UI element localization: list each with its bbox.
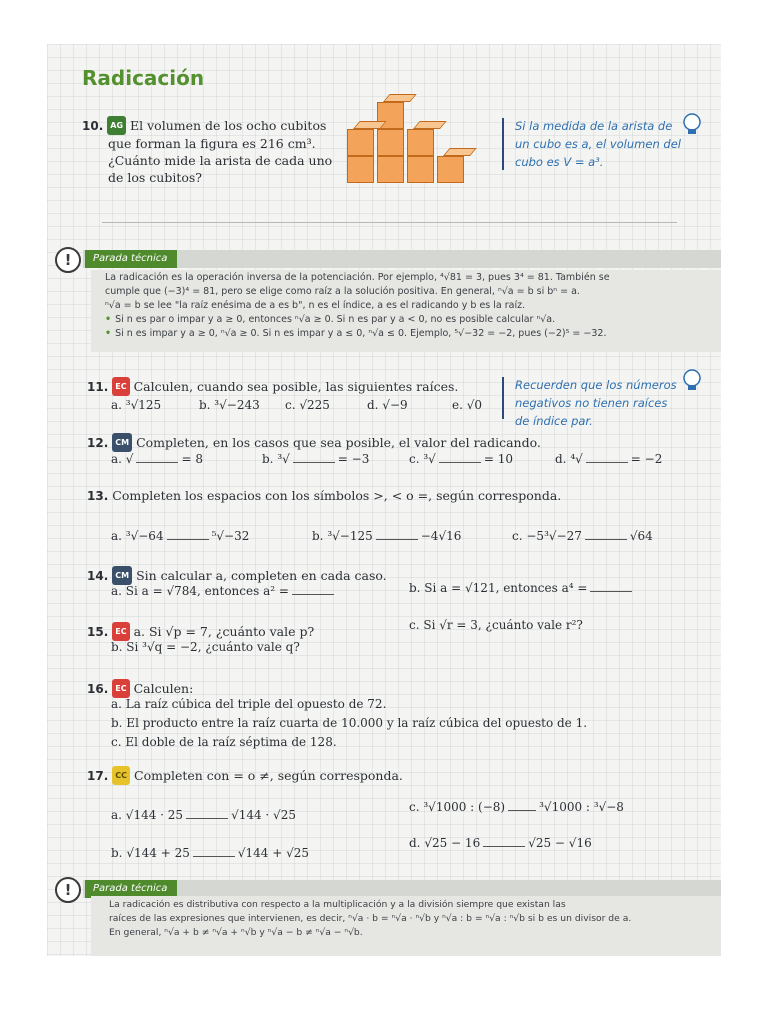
exercise-14-item-b: b. Si a = √121, entonces a⁴ = xyxy=(409,581,635,595)
exercise-number: 14. xyxy=(87,569,109,583)
hint-line: Recuerden que los números xyxy=(515,378,677,392)
exercise-11-item: e. √0 xyxy=(452,398,483,412)
parada-tecnica-tag: Parada técnica xyxy=(85,880,177,898)
exercise-10-line-3: ¿Cuánto mide la arista de cada uno xyxy=(108,153,333,168)
pt-line: cumple que (−3)⁴ = 81, pero se elige como raíz a la solución positiva. En general, ⁿ√a = b si bⁿ = a. xyxy=(105,286,580,297)
exercise-11-item: a. ³√125 xyxy=(111,398,162,412)
exercise-16-item: b. El producto entre la raíz cuarta de 10.000 y la raíz cúbica del opuesto de 1. xyxy=(111,716,588,730)
exercise-17-item-d: d. √25 − 16 √25 − √16 xyxy=(409,836,592,850)
exercise-13 xyxy=(87,487,561,505)
parada-tecnica-bar xyxy=(83,250,721,268)
exercise-14 xyxy=(87,566,387,585)
badge-ec: EC xyxy=(112,377,129,396)
exercise-13-item-c: c. −5³√−27 √64 xyxy=(512,529,653,543)
exercise-number: 11. xyxy=(87,380,109,394)
answer-blank[interactable] xyxy=(293,452,335,463)
exercise-10-line-2: que forman la figura es 216 cm³. xyxy=(108,136,316,151)
exercise-15-item-b: b. Si ³√q = −2, ¿cuánto vale q? xyxy=(111,640,300,654)
lightbulb-icon xyxy=(681,112,703,136)
hint-line: un cubo es a, el volumen del xyxy=(515,137,681,151)
hint-line: Si la medida de la arista de xyxy=(515,119,673,133)
badge-ag: AG xyxy=(107,116,126,135)
pt-line: En general, ⁿ√a + b ≠ ⁿ√a + ⁿ√b y ⁿ√a − b ≠ ⁿ√a − ⁿ√b. xyxy=(109,927,363,938)
exercise-15-item-c: c. Si √r = 3, ¿cuánto vale r²? xyxy=(409,618,583,632)
divider xyxy=(102,222,677,223)
badge-cc: CC xyxy=(112,766,130,785)
hint-line: de índice par. xyxy=(515,414,593,428)
pt-bullet: • Si n es impar y a ≥ 0, ⁿ√a ≥ 0. Si n es impar y a ≤ 0, ⁿ√a ≤ 0. Ejemplo, ⁵√−32 = −2, pues (−2)⁵ = −32. xyxy=(105,328,607,339)
pt-line: raíces de las expresiones que intervienen, es decir, ⁿ√a · b = ⁿ√a · ⁿ√b y ⁿ√a : b = ⁿ√a : ⁿ√b si b es un divisor de a. xyxy=(109,913,632,924)
exercise-15 xyxy=(87,622,314,641)
answer-blank[interactable] xyxy=(508,800,536,811)
exercise-17-item-b: b. √144 + 25 √144 + √25 xyxy=(111,846,309,860)
exercise-15-item-a: a. Si √p = 7, ¿cuánto vale p? xyxy=(133,624,315,639)
answer-blank[interactable] xyxy=(586,452,628,463)
exercise-number: 16. xyxy=(87,682,109,696)
parada-tecnica-text xyxy=(105,271,705,341)
hint-note-1 xyxy=(515,117,681,171)
answer-blank[interactable] xyxy=(439,452,481,463)
exclamation-icon: ! xyxy=(55,247,81,273)
exclamation-icon: ! xyxy=(55,877,81,903)
pt-line: ⁿ√a = b se lee "la raíz enésima de a es b", n es el índice, a es el radicando y b es la raíz. xyxy=(105,300,526,311)
answer-blank[interactable] xyxy=(590,581,632,592)
page-title: Radicación xyxy=(82,66,205,90)
hint-divider xyxy=(502,118,504,170)
exercise-14-item-a: a. Si a = √784, entonces a² = xyxy=(111,584,337,598)
exercise-10 xyxy=(82,116,332,186)
exercise-10-line-4: de los cubitos? xyxy=(108,170,203,185)
hint-note-2 xyxy=(515,376,677,430)
exercise-12 xyxy=(87,433,541,452)
exercise-16-item: c. El doble de la raíz séptima de 128. xyxy=(111,735,337,749)
exercise-11-item: b. ³√−243 xyxy=(199,398,260,412)
lightbulb-icon xyxy=(681,368,703,392)
answer-blank[interactable] xyxy=(136,452,178,463)
pt-bullet: • Si n es par o impar y a ≥ 0, entonces ⁿ√a ≥ 0. Si n es par y a < 0, no es posible calcular ⁿ√a. xyxy=(105,314,556,325)
exercise-17 xyxy=(87,766,403,785)
exercise-16 xyxy=(87,679,193,698)
exercise-13-item-a: a. ³√−64 ⁵√−32 xyxy=(111,529,250,543)
exercise-11-item: d. √−9 xyxy=(367,398,408,412)
textbook-page xyxy=(47,44,721,956)
exercise-16-text: Calculen: xyxy=(133,681,194,696)
answer-blank[interactable] xyxy=(167,529,209,540)
hint-line: negativos no tienen raíces xyxy=(515,396,668,410)
cubes-figure xyxy=(347,94,487,194)
exercise-12-item-b: b. ³√ = −3 xyxy=(262,452,370,466)
exercise-11-text: Calculen, cuando sea posible, las siguientes raíces. xyxy=(133,379,459,394)
exercise-12-item-d: d. ⁴√ = −2 xyxy=(555,452,663,466)
exercise-17-text: Completen con = o ≠, según corresponda. xyxy=(134,768,403,783)
exercise-12-item-c: c. ³√ = 10 xyxy=(409,452,513,466)
hint-divider xyxy=(502,377,504,419)
hint-line: cubo es V = a³. xyxy=(515,155,604,169)
badge-ec: EC xyxy=(112,679,129,698)
exercise-13-text: Completen los espacios con los símbolos >, < o =, según corresponda. xyxy=(112,488,562,503)
answer-blank[interactable] xyxy=(193,846,235,857)
exercise-12-item-a: a. √ = 8 xyxy=(111,452,203,466)
exercise-13-item-b: b. ³√−125 −4√16 xyxy=(312,529,462,543)
exercise-number: 12. xyxy=(87,436,109,450)
pt-line: La radicación es distributiva con respecto a la multiplicación y a la división siempre que existan las xyxy=(109,899,566,910)
answer-blank[interactable] xyxy=(376,529,418,540)
answer-blank[interactable] xyxy=(186,808,228,819)
answer-blank[interactable] xyxy=(483,836,525,847)
exercise-16-item: a. La raíz cúbica del triple del opuesto de 72. xyxy=(111,697,387,711)
exercise-17-item-c: c. ³√1000 : (−8) ³√1000 : ³√−8 xyxy=(409,800,624,814)
exercise-17-item-a: a. √144 · 25 √144 · √25 xyxy=(111,808,296,822)
exercise-11-item: c. √225 xyxy=(285,398,330,412)
answer-blank[interactable] xyxy=(585,529,627,540)
exercise-number: 17. xyxy=(87,769,109,783)
parada-tecnica-tag: Parada técnica xyxy=(85,250,177,268)
badge-cm: CM xyxy=(112,433,132,452)
exercise-11 xyxy=(87,377,458,396)
exercise-number: 15. xyxy=(87,625,109,639)
exercise-number: 13. xyxy=(87,489,109,503)
answer-blank[interactable] xyxy=(292,584,334,595)
pt-line: La radicación es la operación inversa de la potenciación. Por ejemplo, ⁴√81 = 3, pues 3⁴ = 81. También se xyxy=(105,272,610,283)
exercise-14-text: Sin calcular a, completen en cada caso. xyxy=(136,568,387,583)
exercise-number: 10. xyxy=(82,119,104,133)
exercise-12-text: Completen, en los casos que sea posible, el valor del radicando. xyxy=(136,435,541,450)
parada-tecnica-text xyxy=(109,898,714,940)
badge-ec: EC xyxy=(112,622,129,641)
badge-cm: CM xyxy=(112,566,132,585)
exercise-10-line-1: El volumen de los ocho cubitos xyxy=(130,118,327,133)
